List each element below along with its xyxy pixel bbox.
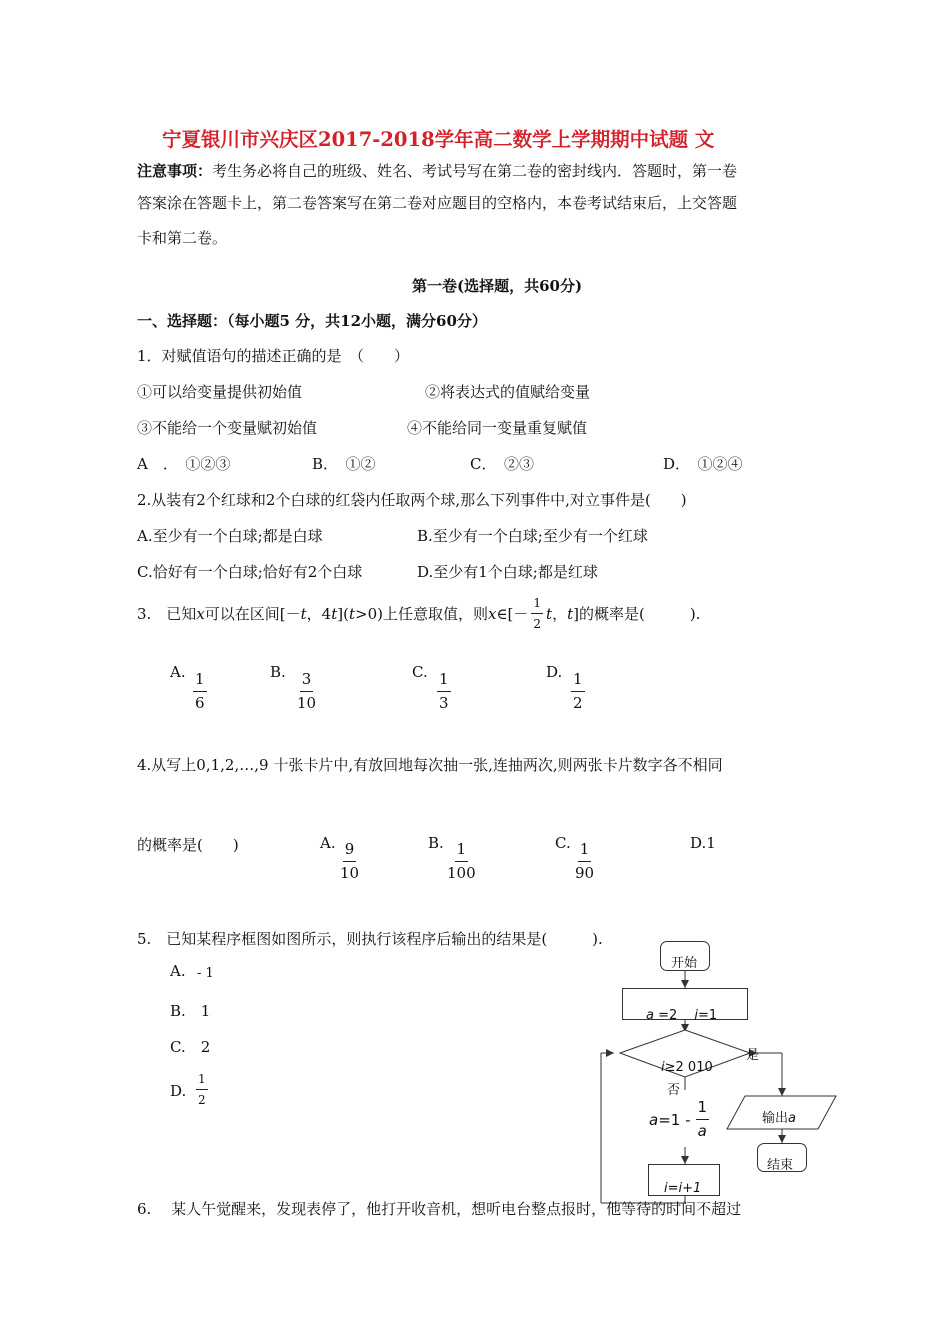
init-eq-end: =1 [698, 1008, 718, 1023]
fraction-numerator: 1 [696, 1100, 710, 1120]
q3-var-t: t [546, 604, 553, 623]
section1-heading: 一、选择题：（每小题5 分，共12小题，满分60分） [137, 312, 487, 330]
end-label: 结束 [767, 1158, 794, 1173]
init-eq: =2 [653, 1008, 695, 1023]
fraction-numerator: 1 [455, 842, 469, 862]
q3-fraction [531, 597, 543, 630]
q3-var-t: t [567, 604, 574, 623]
fraction-numerator: 1 [578, 842, 592, 862]
q5-option-a-value: - 1 [197, 966, 214, 981]
fraction-denominator: 2 [533, 616, 542, 631]
q6-stem: 6. 某人午觉醒来，发现表停了，他打开收音机，想听电台整点报时，他等待的时间不超过 [137, 1200, 742, 1218]
q1-option-a: A ． ①②③ [137, 455, 231, 473]
q2-option-a: A.至少有一个白球;都是白球 [137, 527, 323, 545]
q4-option-a-value [338, 842, 361, 882]
q3-stem-c: ，4 [306, 605, 332, 624]
assign-var-a: a [649, 1110, 659, 1129]
q5-option-c: C. 2 [170, 1038, 211, 1056]
fraction-numerator: 1 [571, 672, 585, 692]
fraction [696, 1100, 710, 1140]
fraction [338, 842, 361, 882]
fraction-denominator: a [697, 1121, 707, 1140]
flowchart-connectors [590, 935, 850, 1205]
notice-label: 注意事项： [137, 162, 213, 180]
q4-option-b-value [445, 842, 478, 882]
q2-option-d: D.至少有1个白球;都是红球 [417, 563, 598, 581]
init-var-a: a [646, 1008, 654, 1023]
q1-stem: 1．对赋值语句的描述正确的是 （ ） [137, 347, 410, 365]
fraction [573, 842, 596, 882]
q3-stem-a: 3. 已知 [137, 605, 197, 624]
decision-label [661, 1060, 713, 1075]
notice-line-1 [137, 160, 737, 181]
assign-eq: =1 - [658, 1110, 691, 1129]
q5-option-b: B. 1 [170, 1002, 211, 1020]
q4-option-a-label: A. [320, 834, 336, 852]
yes-label: 是 [746, 1048, 760, 1063]
q3-option-a-label: A. [170, 663, 186, 681]
q3-option-c-label: C. [412, 663, 428, 681]
fraction-denominator: 10 [340, 863, 360, 882]
q3-stem [137, 597, 700, 630]
cond-text: ≥2 010 [664, 1060, 713, 1075]
fraction [295, 672, 318, 712]
q3-option-d-value [571, 672, 585, 712]
fraction-denominator: 10 [297, 693, 317, 712]
fraction-numerator: 3 [300, 672, 314, 692]
fraction-denominator: 2 [573, 693, 583, 712]
start-label: 开始 [671, 956, 698, 971]
q2-option-b: B.至少有一个白球;至少有一个红球 [417, 527, 648, 545]
fraction [571, 672, 585, 712]
fraction-denominator: 6 [195, 693, 205, 712]
q5-option-d-value [196, 1073, 208, 1106]
fraction [437, 672, 451, 712]
fraction-denominator: 100 [447, 863, 476, 882]
fraction-numerator: 1 [196, 1073, 208, 1090]
q4-option-c-label: C. [555, 834, 571, 852]
q5-option-d-label: D. [170, 1082, 187, 1100]
fraction [193, 672, 207, 712]
fraction-numerator: 1 [531, 597, 543, 614]
output-prefix: 输出 [762, 1111, 789, 1126]
q3-var-x: x [196, 604, 205, 623]
q3-stem-e: >0)上任意取值，则 [355, 605, 488, 624]
cond-var-i: i [661, 1060, 665, 1075]
part1-heading: 第一卷(选择题，共60分) [412, 277, 583, 295]
fraction-denominator: 90 [575, 863, 595, 882]
q4-option-b-label: B. [428, 834, 444, 852]
q1-statement-1: ①可以给变量提供初始值 [137, 383, 303, 401]
init-label [646, 1004, 717, 1023]
q3-option-c-value [437, 672, 451, 712]
q3-stem-g: ， [552, 605, 568, 624]
q3-var-t: t [331, 604, 338, 623]
fraction [445, 842, 478, 882]
q2-option-c: C.恰好有一个白球;恰好有2个白球 [137, 563, 363, 581]
q3-stem-d: ]( [337, 604, 349, 623]
assign-formula [649, 1100, 709, 1140]
increment-label: i=i+1 [664, 1181, 702, 1196]
output-var: a [788, 1111, 796, 1126]
q3-option-a-value [193, 672, 207, 712]
q4-option-c-value [573, 842, 596, 882]
q5-option-a-label: A. [170, 962, 186, 980]
fraction [196, 1073, 208, 1106]
q1-option-b: B． ①② [312, 455, 376, 473]
q4-stem-line-1: 4.从写上0,1,2,…,9 十张卡片中,有放回地每次抽一张,连抽两次,则两张卡片数字各不相同 [137, 756, 723, 774]
q3-var-t: t [348, 604, 355, 623]
q2-stem: 2.从装有2个红球和2个白球的红袋内任取两个球,那么下列事件中,对立事件是( ) [137, 491, 687, 509]
fraction-numerator: 9 [343, 842, 357, 862]
q1-statement-2: ②将表达式的值赋给变量 [425, 383, 591, 401]
q5-stem: 5. 已知某程序框图如图所示，则执行该程序后输出的结果是( ). [137, 930, 603, 948]
q1-option-c: C． ②③ [470, 455, 534, 473]
q3-var-t: t [300, 604, 307, 623]
q4-stem-line-2: 的概率是( ) [137, 836, 239, 854]
no-label: 否 [667, 1083, 681, 1098]
fraction-numerator: 1 [193, 672, 207, 692]
q3-option-b-label: B. [270, 663, 286, 681]
q3-stem-h: ]的概率是( ). [573, 605, 701, 624]
notice-line-2: 答案涂在答题卡上，第二卷答案写在第二卷对应题目的空格内，本卷考试结束后，上交答题 [137, 194, 738, 212]
q1-statement-3: ③不能给一个变量赋初始值 [137, 419, 318, 437]
paper-title: 宁夏银川市兴庆区2017-2018学年高二数学上学期期中试题 文 [162, 128, 715, 151]
q1-statement-4: ④不能给同一变量重复赋值 [407, 419, 588, 437]
q3-stem-f: ∈[－ [496, 605, 529, 624]
fraction-numerator: 1 [437, 672, 451, 692]
q3-option-d-label: D. [546, 663, 563, 681]
q3-stem-b: 可以在区间[－ [204, 605, 301, 624]
output-label [762, 1107, 796, 1126]
fraction-denominator: 3 [439, 693, 449, 712]
q3-option-b-value [295, 672, 318, 712]
notice-line-3: 卡和第二卷。 [137, 229, 228, 247]
fraction-denominator: 2 [198, 1092, 206, 1107]
q4-option-d: D.1 [690, 834, 716, 852]
q3-var-x: x [487, 604, 497, 623]
init-var-i: i [694, 1008, 699, 1023]
q1-option-d: D． ①②④ [663, 455, 743, 473]
notice-text-1: 考生务必将自己的班级、姓名、考试号写在第二卷的密封线内．答题时，第一卷 [212, 162, 738, 180]
